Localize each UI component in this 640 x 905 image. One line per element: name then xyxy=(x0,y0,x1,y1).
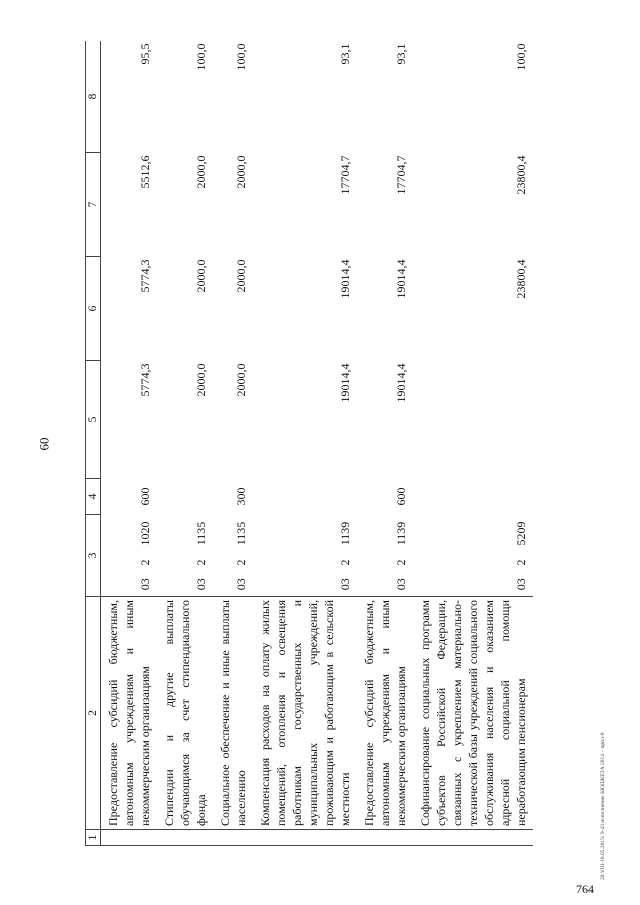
value-col-6: 23800,4 xyxy=(514,259,528,299)
value-col-7: 23800,4 xyxy=(514,155,528,195)
value-col-8: 100,0 xyxy=(514,43,528,71)
header-col-2: 2 xyxy=(86,597,101,830)
code-subsection: 2 xyxy=(234,559,248,566)
header-col-4: 4 xyxy=(86,479,101,515)
code-subsection: 2 xyxy=(514,559,528,566)
header-col-6: 6 xyxy=(86,257,101,361)
header-row xyxy=(86,41,101,846)
code-subsection: 2 xyxy=(194,559,208,566)
header-col-7: 7 xyxy=(86,153,101,257)
code-expense-type xyxy=(253,479,357,515)
code-expense-type: 600 xyxy=(138,487,152,506)
value-col-7: 17704,7 xyxy=(394,155,408,195)
sheet-number: 60 xyxy=(36,437,52,451)
value-col-6: 19014,4 xyxy=(338,259,352,299)
code-section: 03 xyxy=(338,578,352,591)
file-reference xyxy=(596,610,612,890)
table-row xyxy=(413,41,533,846)
code-subsection: 2 xyxy=(138,559,152,566)
value-col-6: 19014,4 xyxy=(394,259,408,299)
header-col-3: 3 xyxy=(86,515,101,597)
value-col-7: 5512,6 xyxy=(138,155,152,189)
value-col-7: 2000,0 xyxy=(234,155,248,189)
code-section: 03 xyxy=(394,578,408,591)
table-row xyxy=(157,41,213,846)
code-section: 03 xyxy=(138,578,152,591)
row-name: Социальное обеспечение и иные выплаты населению xyxy=(213,597,253,830)
value-col-5 xyxy=(413,361,533,479)
value-col-8: 93,1 xyxy=(394,43,408,65)
value-col-7: 2000,0 xyxy=(194,155,208,189)
value-col-7: 17704,7 xyxy=(338,155,352,195)
code-expense-type xyxy=(157,479,213,515)
code-target: 1135 xyxy=(194,521,208,546)
value-col-5: 19014,4 xyxy=(338,363,352,403)
rotated-table-wrapper xyxy=(85,41,615,846)
header-col-1: 1 xyxy=(86,830,101,846)
row-name: Предоставление субсидий бюджетным, автономным учреждениям и иным некоммерческим организациям xyxy=(357,597,413,830)
value-col-8: 95,5 xyxy=(138,43,152,65)
value-col-6: 5774,3 xyxy=(138,259,152,293)
row-name: Предоставление субсидий бюджетным, автономным учреждениям и иным некоммерческим организациям xyxy=(101,597,158,830)
code-target: 5209 xyxy=(514,521,528,546)
value-col-5: 19014,4 xyxy=(394,363,408,403)
value-col-6: 2000,0 xyxy=(234,259,248,293)
row-name: Стипендии и другие выплаты обучающимся за счет стипендиального фонда xyxy=(157,597,213,830)
table-row xyxy=(253,41,357,846)
code-target: 1135 xyxy=(234,521,248,546)
code-section: 03 xyxy=(514,578,528,591)
value-col-8: 93,1 xyxy=(338,43,352,65)
budget-table xyxy=(85,41,533,846)
row-name: Софинансирование социальных программ субъектов Российской Федерации, связанных с укреплением материально-технической базы учреждений социального обслуживания населения и оказанием адресной социальной помощи неработающим пенсионерам xyxy=(413,597,533,830)
value-col-8: 100,0 xyxy=(194,43,208,71)
header-col-5: 5 xyxy=(86,361,101,479)
code-expense-type: 600 xyxy=(394,487,408,506)
header-col-8: 8 xyxy=(86,41,101,153)
code-section: 03 xyxy=(194,578,208,591)
value-col-6: 2000,0 xyxy=(194,259,208,293)
table-row xyxy=(101,41,158,846)
page-number: 764 xyxy=(576,882,594,896)
row-name: Компенсация расходов на оплату жилых помещений, отопления и освещения работникам государственных и муниципальных учреждений, проживающим и работающим в сельской местности xyxy=(253,597,357,830)
code-expense-type: 300 xyxy=(234,487,248,506)
value-col-5: 5774,3 xyxy=(138,363,152,397)
code-expense-type xyxy=(413,479,533,515)
table-row xyxy=(357,41,413,846)
value-col-5: 2000,0 xyxy=(194,363,208,397)
code-subsection: 2 xyxy=(394,559,408,566)
value-col-5: 2000,0 xyxy=(234,363,248,397)
code-target: 1139 xyxy=(338,521,352,546)
code-target: 1020 xyxy=(138,521,152,546)
code-section: 03 xyxy=(234,578,248,591)
rotated-table-inner xyxy=(85,41,615,846)
code-subsection: 2 xyxy=(338,559,352,566)
file-reference-text: 20.VIII-18.05.2015/ 9-43 исполнение БЮДЖЕТА 2014 – прил-6 xyxy=(600,732,606,880)
value-col-8: 100,0 xyxy=(234,43,248,71)
table-row xyxy=(213,41,253,846)
code-target: 1139 xyxy=(394,521,408,546)
